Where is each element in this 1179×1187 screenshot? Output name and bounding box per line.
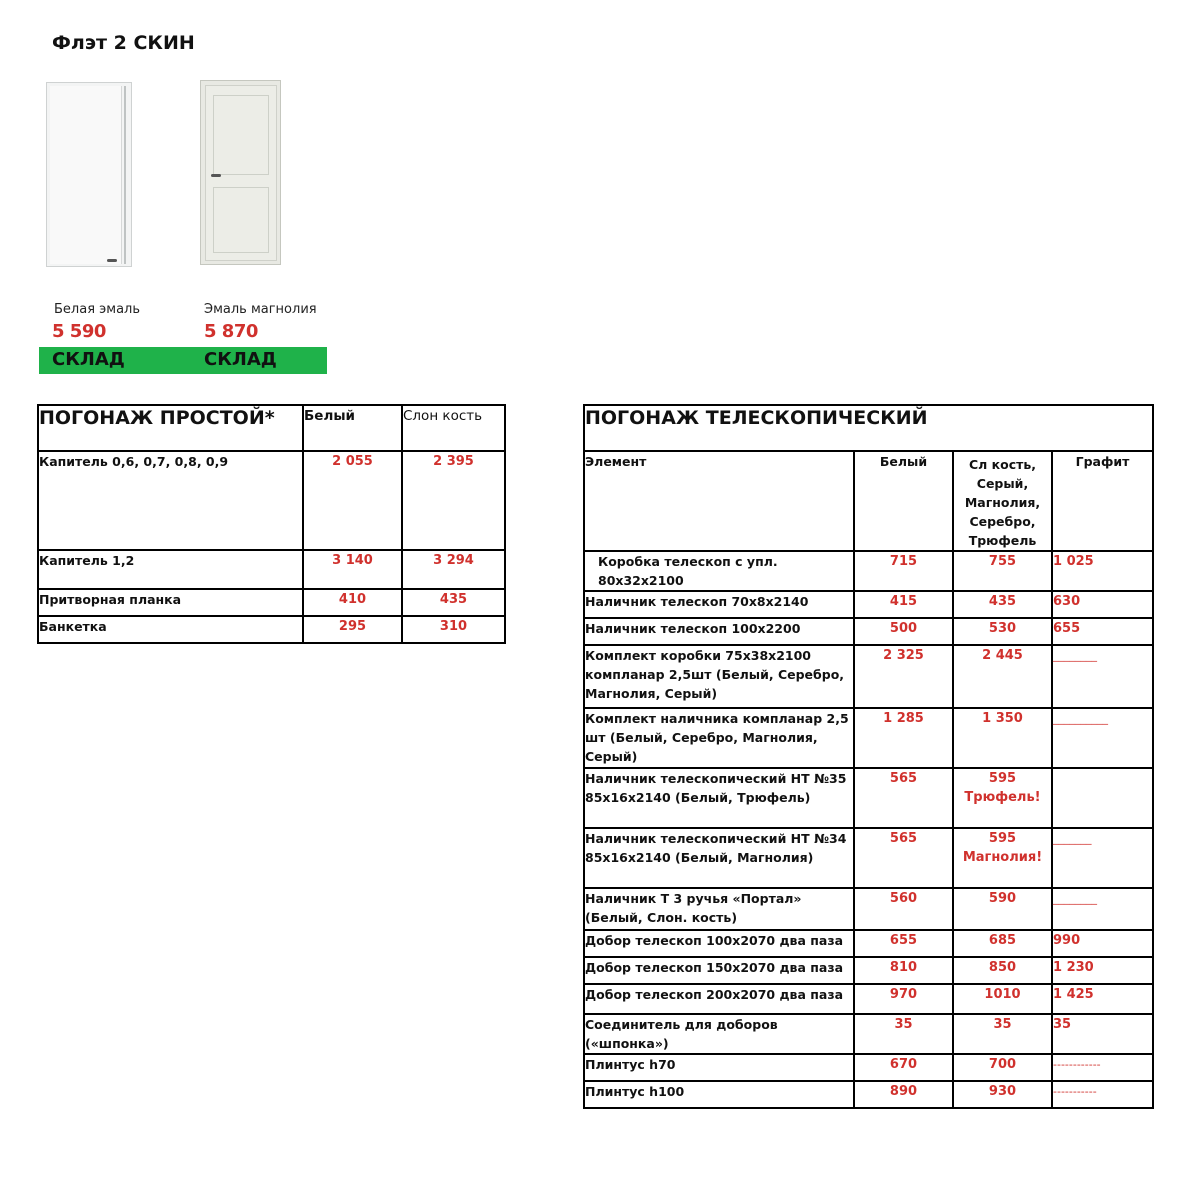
item-name: Притворная планка (38, 589, 303, 616)
price-graphite: ----------- (1052, 1081, 1153, 1108)
table-title: ПОГОНАЖ ПРОСТОЙ* (38, 405, 303, 451)
price-white: 565 (854, 828, 953, 888)
price-color-note: Магнолия! (962, 850, 1043, 865)
table-row (584, 1054, 1153, 1081)
price-color: 685 (953, 930, 1052, 957)
table-row (38, 451, 505, 550)
table-row (38, 616, 505, 643)
price-color: 435 (953, 591, 1052, 618)
table-row (584, 984, 1153, 1014)
table-row (584, 551, 1153, 591)
item-name: Капитель 1,2 (38, 550, 303, 589)
table-row (584, 768, 1153, 828)
price-graphite: ________ (1052, 645, 1153, 708)
item-name: Плинтус h70 (584, 1054, 854, 1081)
price-white: 2 055 (303, 451, 402, 550)
price-color-note: Трюфель! (964, 790, 1041, 805)
price-color: 590 (953, 888, 1052, 930)
price-ivory: 310 (402, 616, 505, 643)
telescopic-moulding-table (583, 404, 1154, 1109)
price-graphite: 1 230 (1052, 957, 1153, 984)
price-white: 715 (854, 551, 953, 591)
price-graphite: ------------ (1052, 1054, 1153, 1081)
column-header: Сл кость, Серый, Магнолия, Серебро, Трюфель (953, 451, 1052, 551)
price-white: 3 140 (303, 550, 402, 589)
price-color: 930 (953, 1081, 1052, 1108)
column-header: Графит (1052, 451, 1153, 551)
table-row (584, 708, 1153, 768)
price-color: 850 (953, 957, 1052, 984)
page-title: Флэт 2 СКИН (52, 32, 195, 54)
price-ivory: 435 (402, 589, 505, 616)
price-color: 1 350 (953, 708, 1052, 768)
item-name: Плинтус h100 (584, 1081, 854, 1108)
table-header-row (38, 405, 505, 451)
variant-price-magnolia: 5 870 (204, 321, 258, 342)
table-row (38, 589, 505, 616)
item-name: Комплект наличника компланар 2,5 шт (Белый, Серебро, Магнолия, Серый) (584, 708, 854, 768)
item-name: Наличник Т 3 ручья «Портал» (Белый, Слон. кость) (584, 888, 854, 930)
price-white: 565 (854, 768, 953, 828)
table-title: ПОГОНАЖ ТЕЛЕСКОПИЧЕСКИЙ (584, 405, 1153, 451)
table-row (584, 957, 1153, 984)
table-row (584, 618, 1153, 645)
item-name: Коробка телескоп с упл. 80х32х2100 (584, 551, 854, 591)
table-header-row (584, 405, 1153, 451)
item-name: Наличник телескоп 100х2200 (584, 618, 854, 645)
price-graphite: __________ (1052, 708, 1153, 768)
price-ivory: 2 395 (402, 451, 505, 550)
table-row (584, 591, 1153, 618)
stock-label-white: СКЛАД (52, 349, 125, 370)
item-name: Соединитель для доборов («шпонка») (584, 1014, 854, 1054)
price-white: 1 285 (854, 708, 953, 768)
price-graphite: ________ (1052, 888, 1153, 930)
price-color: 700 (953, 1054, 1052, 1081)
item-name: Комплект коробки 75х38х2100 компланар 2,5шт (Белый, Серебро, Магнолия, Серый) (584, 645, 854, 708)
price-color: 595 (988, 771, 1017, 786)
price-white: 500 (854, 618, 953, 645)
item-name: Наличник телескопический НТ №34 85х16х2140 (Белый, Магнолия) (584, 828, 854, 888)
table-row (584, 888, 1153, 930)
price-color: 755 (953, 551, 1052, 591)
table-row (584, 645, 1153, 708)
variant-name-magnolia: Эмаль магнолия (204, 302, 317, 317)
price-graphite: 990 (1052, 930, 1153, 957)
price-color: 2 445 (953, 645, 1052, 708)
price-white: 35 (854, 1014, 953, 1054)
price-color-cell (953, 828, 1052, 888)
stock-label-magnolia: СКЛАД (204, 349, 277, 370)
item-name: Добор телескоп 100х2070 два паза (584, 930, 854, 957)
item-name: Банкетка (38, 616, 303, 643)
variant-price-white: 5 590 (52, 321, 106, 342)
price-white: 890 (854, 1081, 953, 1108)
door-image-magnolia-enamel (200, 80, 281, 265)
simple-moulding-table (37, 404, 506, 644)
price-color: 595 (988, 831, 1017, 846)
price-white: 655 (854, 930, 953, 957)
price-color: 35 (953, 1014, 1052, 1054)
item-name: Наличник телескоп 70х8х2140 (584, 591, 854, 618)
price-white: 415 (854, 591, 953, 618)
table-row (584, 930, 1153, 957)
price-graphite: 655 (1052, 618, 1153, 645)
price-white: 670 (854, 1054, 953, 1081)
price-color: 530 (953, 618, 1052, 645)
column-header: Белый (854, 451, 953, 551)
table-row (584, 828, 1153, 888)
item-name: Капитель 0,6, 0,7, 0,8, 0,9 (38, 451, 303, 550)
table-row (584, 1014, 1153, 1054)
price-color-cell (953, 768, 1052, 828)
price-ivory: 3 294 (402, 550, 505, 589)
price-white: 970 (854, 984, 953, 1014)
price-white: 560 (854, 888, 953, 930)
item-name: Наличник телескопический НТ №35 85х16х2140 (Белый, Трюфель) (584, 768, 854, 828)
column-header: Элемент (584, 451, 854, 551)
price-white: 295 (303, 616, 402, 643)
price-white: 810 (854, 957, 953, 984)
price-graphite: 1 425 (1052, 984, 1153, 1014)
price-graphite: _______ (1052, 828, 1153, 888)
price-color: 1010 (953, 984, 1052, 1014)
column-header: Белый (303, 405, 402, 451)
price-graphite: 35 (1052, 1014, 1153, 1054)
price-white: 410 (303, 589, 402, 616)
variant-name-white: Белая эмаль (54, 302, 141, 317)
table-row (584, 1081, 1153, 1108)
table-header-row (584, 451, 1153, 551)
item-name: Добор телескоп 150х2070 два паза (584, 957, 854, 984)
price-graphite (1052, 768, 1153, 828)
price-graphite: 1 025 (1052, 551, 1153, 591)
price-graphite: 630 (1052, 591, 1153, 618)
price-white: 2 325 (854, 645, 953, 708)
door-image-white-enamel (46, 82, 132, 267)
column-header: Слон кость (402, 405, 505, 451)
table-row (38, 550, 505, 589)
item-name: Добор телескоп 200х2070 два паза (584, 984, 854, 1014)
